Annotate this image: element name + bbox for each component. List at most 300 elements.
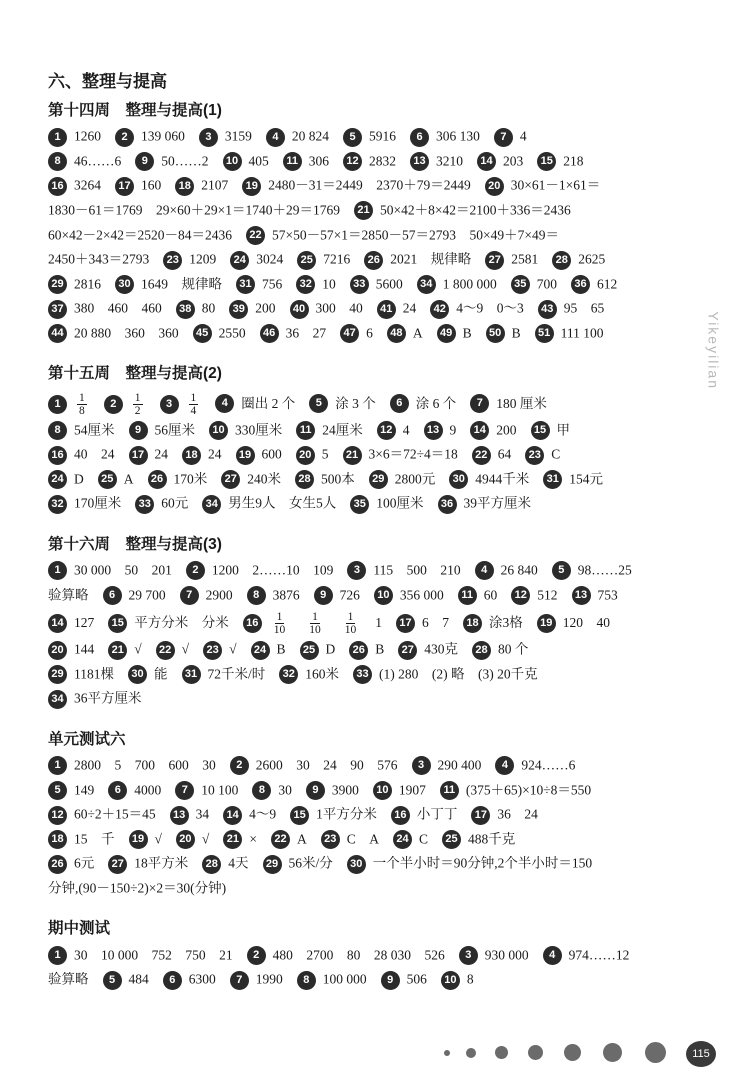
question-number-badge: 18 (182, 446, 201, 465)
answer-text: 240米 (247, 471, 281, 487)
answer-text: 验算略 (48, 971, 89, 987)
answer-item (108, 778, 161, 803)
question-number-badge: 25 (442, 830, 461, 849)
answer-item (48, 296, 162, 321)
question-number-badge: 18 (175, 177, 194, 196)
question-number-badge: 14 (470, 421, 489, 440)
answer-section (48, 98, 688, 345)
question-number-badge: 30 (449, 470, 468, 489)
question-number-badge: 27 (221, 470, 240, 489)
question-number-badge: 27 (485, 251, 504, 270)
question-number-badge: 14 (223, 806, 242, 825)
answer-item (424, 418, 457, 443)
answer-text: 60 (483, 587, 498, 603)
answer-text: 756 (262, 276, 283, 292)
question-number-badge: 45 (193, 324, 212, 343)
sections-container (48, 98, 688, 991)
answer-item (48, 753, 216, 778)
answer-item (48, 778, 94, 803)
question-number-badge: 13 (572, 586, 591, 605)
question-number-badge: 11 (283, 152, 302, 171)
answer-item (477, 149, 523, 174)
answer-text: 60×42－2×42＝2520－84＝2436 (48, 227, 232, 243)
question-number-badge: 7 (230, 971, 249, 990)
answer-item (350, 491, 423, 516)
answer-item (266, 124, 329, 149)
answer-item (297, 967, 367, 992)
question-number-badge: 9 (306, 781, 325, 800)
question-number-badge: 21 (343, 446, 362, 465)
question-number-badge: 4 (266, 128, 285, 147)
answer-item (203, 637, 236, 662)
answer-text: 1907 (398, 782, 426, 798)
answer-text: √ (154, 831, 162, 847)
question-number-badge: 3 (199, 128, 218, 147)
question-number-badge: 33 (350, 275, 369, 294)
question-number-badge: 8 (48, 152, 67, 171)
fraction-numerator: 1 (276, 611, 283, 624)
answer-text: 506 (406, 971, 427, 987)
question-number-badge: 14 (48, 614, 67, 633)
answer-text: 30×61－1×61＝ (510, 178, 601, 194)
section-title: 单元测试六 (48, 730, 126, 748)
answer-line (48, 417, 688, 442)
answer-text: 200 (255, 301, 276, 317)
answer-item (470, 418, 516, 443)
answer-item (485, 173, 600, 198)
answer-item (343, 442, 458, 467)
answer-text: 2107 (201, 178, 229, 194)
answer-line (48, 247, 688, 272)
question-number-badge: 19 (537, 614, 556, 633)
answer-item (412, 753, 482, 778)
answer-text: 4～9 0～3 (456, 301, 524, 317)
answer-item (417, 272, 497, 297)
question-number-badge: 20 (48, 641, 67, 660)
answer-item (98, 467, 134, 492)
answer-text: 512 (537, 587, 558, 603)
answer-item (115, 272, 222, 297)
question-number-badge: 24 (230, 251, 249, 270)
answer-item (247, 943, 445, 968)
answer-text: 29 700 (128, 587, 166, 603)
answer-text: 4000 (134, 782, 162, 798)
answer-item (410, 124, 480, 149)
answer-item (263, 851, 333, 876)
answer-text: 9 (449, 422, 457, 438)
answer-text: B (375, 641, 385, 657)
answer-item (186, 558, 334, 583)
answer-item (537, 607, 610, 638)
answer-text: 3876 (272, 587, 300, 603)
answer-text: 39平方厘米 (463, 496, 531, 512)
question-number-badge: 23 (163, 251, 182, 270)
answer-text: 4～9 (249, 806, 277, 822)
question-number-badge: 37 (48, 300, 67, 319)
answer-item (48, 827, 115, 852)
question-number-badge: 22 (156, 641, 175, 660)
question-number-badge: 19 (242, 177, 261, 196)
answer-text: 2480－31＝2449 2370＋79＝2449 (268, 178, 471, 194)
answer-item (543, 467, 603, 492)
answer-item (377, 296, 417, 321)
answer-text: 80 个 (498, 641, 529, 657)
answer-section (48, 916, 688, 991)
question-number-badge: 9 (135, 152, 154, 171)
answer-item (430, 296, 524, 321)
answer-line (48, 826, 688, 851)
answer-text: 330厘米 (235, 422, 283, 438)
question-number-badge: 15 (537, 152, 556, 171)
footer-dot-icon (444, 1050, 450, 1056)
answer-line (48, 491, 688, 516)
question-number-badge: 3 (412, 756, 431, 775)
answer-line (48, 321, 688, 346)
answer-item (230, 967, 283, 992)
question-number-badge: 30 (128, 665, 147, 684)
answer-text: (1) 280 (2) 略 (3) 20千克 (379, 666, 538, 682)
answer-text: 430克 (424, 641, 459, 657)
answer-text: 120 40 (562, 615, 610, 631)
answer-text: 2832 (369, 153, 396, 169)
answer-item (271, 827, 307, 852)
question-number-badge: 26 (48, 855, 67, 874)
answer-text: 1 800 000 (442, 276, 497, 292)
question-number-badge: 25 (98, 470, 117, 489)
answer-item (246, 223, 559, 248)
question-number-badge: 48 (387, 324, 406, 343)
question-number-badge: 33 (135, 495, 154, 514)
answer-text: 600 (261, 446, 282, 462)
question-number-badge: 30 (115, 275, 134, 294)
question-number-badge: 3 (347, 561, 366, 580)
answer-text: 100 000 (322, 971, 367, 987)
answer-text: 154元 (569, 471, 603, 487)
answer-line (48, 124, 688, 149)
answer-line (48, 467, 688, 492)
answer-text: 115 500 210 (373, 562, 461, 578)
answer-text: 20 824 (291, 128, 329, 144)
answer-text: 26 840 (500, 562, 538, 578)
question-number-badge: 29 (263, 855, 282, 874)
question-number-badge: 26 (364, 251, 383, 270)
question-number-badge: 3 (160, 395, 179, 414)
answer-text: 40 24 (74, 446, 115, 462)
answer-text: 34 (195, 806, 210, 822)
answer-text: 306 130 (436, 128, 480, 144)
answer-text: 5916 (369, 128, 396, 144)
answer-item (48, 173, 101, 198)
answer-item (438, 491, 532, 516)
question-number-badge: 22 (472, 446, 491, 465)
answer-text: 30 10 000 752 750 21 (74, 947, 233, 963)
answer-text: 306 (308, 153, 329, 169)
answer-item (48, 851, 94, 876)
answer-item (340, 608, 362, 638)
answer-text: C A (346, 831, 379, 847)
answer-text: 80 (201, 301, 216, 317)
answer-section (48, 532, 688, 711)
question-number-badge: 31 (182, 665, 201, 684)
answer-text: 290 400 (437, 757, 482, 773)
answer-item (48, 607, 94, 638)
answer-item (485, 247, 538, 272)
answer-text: 24 (154, 446, 168, 462)
question-number-badge: 3 (459, 946, 478, 965)
answer-line (48, 222, 688, 247)
fraction-numerator: 1 (190, 391, 197, 404)
answer-text: 726 (339, 587, 360, 603)
answer-text: 小丁丁 (416, 806, 458, 822)
answer-text: 405 (248, 153, 269, 169)
question-number-badge: 6 (390, 394, 409, 413)
question-number-badge: 11 (440, 781, 459, 800)
answer-text: 64 (497, 446, 512, 462)
answer-text: √ (229, 641, 237, 657)
question-number-badge: 5 (48, 781, 67, 800)
answer-item (470, 388, 547, 419)
question-number-badge: 16 (391, 806, 410, 825)
answer-item (48, 198, 340, 223)
question-number-badge: 12 (511, 586, 530, 605)
fraction-denominator: 4 (190, 404, 197, 417)
answer-text: C (551, 446, 561, 462)
answer-item (472, 637, 528, 662)
page-number: 115 (686, 1041, 716, 1067)
answer-item (354, 198, 571, 223)
question-number-badge: 7 (470, 394, 489, 413)
answer-item (309, 388, 376, 419)
answer-item (48, 583, 89, 608)
answer-text: 3264 (74, 178, 101, 194)
answer-text: 8 (466, 971, 474, 987)
answer-line (48, 607, 688, 637)
answer-text: 1181棵 (74, 666, 114, 682)
answer-text: 1 (375, 615, 382, 631)
answer-text: 36 27 (285, 325, 327, 341)
answer-item (48, 124, 101, 149)
answer-item (531, 418, 571, 443)
answer-text: 484 (128, 971, 149, 987)
answer-text: 753 (597, 587, 618, 603)
answer-text: 500本 (321, 471, 355, 487)
answer-item (199, 124, 252, 149)
answer-text: 30 (278, 782, 292, 798)
answer-text: 2900 (205, 587, 233, 603)
question-number-badge: 39 (229, 300, 248, 319)
question-number-badge: 10 (223, 152, 242, 171)
answer-item (511, 583, 557, 608)
question-number-badge: 28 (552, 251, 571, 270)
answer-item (304, 608, 326, 638)
answer-line (48, 149, 688, 174)
answer-line (48, 387, 688, 417)
question-number-badge: 12 (48, 806, 67, 825)
answer-line (48, 802, 688, 827)
footer-dot-icon (603, 1043, 622, 1062)
answer-text: 验算略 (48, 587, 89, 603)
fraction-numerator: 1 (134, 391, 141, 404)
answer-text: 356 000 (399, 587, 444, 603)
answer-item (295, 467, 355, 492)
answer-item (223, 149, 269, 174)
answer-text: B (511, 325, 521, 341)
answer-text: 4天 (228, 855, 249, 871)
question-number-badge: 17 (471, 806, 490, 825)
question-number-badge: 30 (347, 855, 366, 874)
answer-line (48, 582, 688, 607)
answer-text: 56米/分 (288, 855, 333, 871)
answer-item (314, 583, 360, 608)
question-number-badge: 43 (538, 300, 557, 319)
question-number-badge: 21 (223, 830, 242, 849)
answer-text: 3×6＝72÷4＝18 (368, 446, 458, 462)
question-number-badge: 27 (108, 855, 127, 874)
answer-line (48, 637, 688, 662)
question-number-badge: 1 (48, 395, 67, 414)
answer-item (374, 583, 444, 608)
question-number-badge: 8 (297, 971, 316, 990)
answer-text: A (296, 831, 307, 847)
answer-item (375, 607, 382, 638)
answer-text: 100厘米 (376, 496, 424, 512)
answer-item (343, 124, 396, 149)
answer-text: 4 (519, 128, 527, 144)
answer-item (537, 149, 583, 174)
question-number-badge: 2 (186, 561, 205, 580)
answer-text: 2550 (218, 325, 246, 341)
question-number-badge: 29 (48, 665, 67, 684)
question-number-badge: 31 (236, 275, 255, 294)
question-number-badge: 1 (48, 756, 67, 775)
answer-item (535, 321, 604, 346)
answer-text: 54厘米 (74, 422, 115, 438)
answer-item (48, 442, 115, 467)
question-number-badge: 18 (463, 614, 482, 633)
answer-text: 170米 (173, 471, 208, 487)
question-number-badge: 24 (393, 830, 412, 849)
answer-item (115, 124, 185, 149)
answer-item (103, 583, 166, 608)
answer-item (229, 296, 275, 321)
answer-item (543, 943, 630, 968)
answer-text: 127 (74, 615, 95, 631)
answer-item (48, 943, 233, 968)
answer-text: 6 (366, 325, 373, 341)
answer-text: 2600 30 24 90 576 (255, 757, 398, 773)
answer-item (571, 272, 617, 297)
answer-item (48, 418, 115, 443)
answer-line (48, 296, 688, 321)
answer-item (48, 149, 121, 174)
answer-item (459, 943, 529, 968)
answer-text: 4944千米 (475, 471, 530, 487)
answer-text: 6元 (74, 855, 95, 871)
answer-text: 4 (402, 422, 410, 438)
footer-dot-icon (564, 1044, 581, 1061)
question-number-badge: 13 (410, 152, 429, 171)
answer-item (48, 223, 232, 248)
answer-item (48, 321, 179, 346)
question-number-badge: 42 (430, 300, 449, 319)
answer-item (442, 827, 515, 852)
footer-dot-icon (466, 1048, 476, 1058)
question-number-badge: 34 (48, 690, 67, 709)
answer-item (163, 967, 216, 992)
fraction (189, 392, 199, 417)
answer-item (215, 388, 295, 419)
answer-text: A (123, 471, 134, 487)
answer-line (48, 851, 688, 876)
question-number-badge: 23 (203, 641, 222, 660)
question-number-badge: 7 (175, 781, 194, 800)
question-number-badge: 36 (438, 495, 457, 514)
answer-item (108, 607, 229, 638)
question-number-badge: 2 (115, 128, 134, 147)
question-number-badge: 10 (373, 781, 392, 800)
answer-item (387, 321, 423, 346)
answer-item (475, 558, 538, 583)
answer-text: 10 (322, 276, 336, 292)
answer-item (296, 442, 329, 467)
answer-item (350, 272, 403, 297)
answer-item (398, 637, 458, 662)
answer-item (458, 583, 498, 608)
fraction (343, 611, 359, 636)
fraction-numerator: 1 (312, 611, 318, 624)
question-number-badge: 32 (48, 495, 67, 514)
question-number-badge: 13 (170, 806, 189, 825)
question-number-badge: 1 (48, 946, 67, 965)
question-number-badge: 9 (129, 421, 148, 440)
answer-item (283, 149, 329, 174)
question-number-badge: 14 (477, 152, 496, 171)
answer-item (221, 467, 281, 492)
answer-text: 2816 (74, 276, 101, 292)
answer-text: 圈出 2 个 (241, 395, 296, 411)
question-number-badge: 32 (296, 275, 315, 294)
question-number-badge: 24 (251, 641, 270, 660)
question-number-badge: 16 (243, 614, 262, 633)
question-number-badge: 15 (531, 421, 550, 440)
answer-text: A (412, 325, 423, 341)
question-number-badge: 20 (296, 446, 315, 465)
question-number-badge: 4 (215, 394, 234, 413)
answer-item (48, 491, 121, 516)
answer-text: 218 (563, 153, 584, 169)
answer-text: 60元 (161, 496, 189, 512)
question-number-badge: 46 (260, 324, 279, 343)
question-number-badge: 20 (176, 830, 195, 849)
section-title: 期中测试 (48, 920, 111, 938)
answer-text: √ (134, 641, 142, 657)
question-number-badge: 6 (410, 128, 429, 147)
answer-line (48, 777, 688, 802)
answer-text: 200 (496, 422, 517, 438)
answer-text: 24厘米 (322, 422, 363, 438)
question-number-badge: 38 (176, 300, 195, 319)
answer-item (494, 124, 527, 149)
answer-text: 2450＋343＝2793 (48, 251, 150, 267)
answer-item (223, 827, 257, 852)
question-number-badge: 26 (349, 641, 368, 660)
answer-text: 488千克 (468, 831, 516, 847)
answer-item (48, 272, 101, 297)
answer-text: 涂 3 个 (335, 395, 376, 411)
question-number-badge: 2 (247, 946, 266, 965)
answer-text: 18平方米 (134, 855, 189, 871)
question-number-badge: 18 (48, 830, 67, 849)
